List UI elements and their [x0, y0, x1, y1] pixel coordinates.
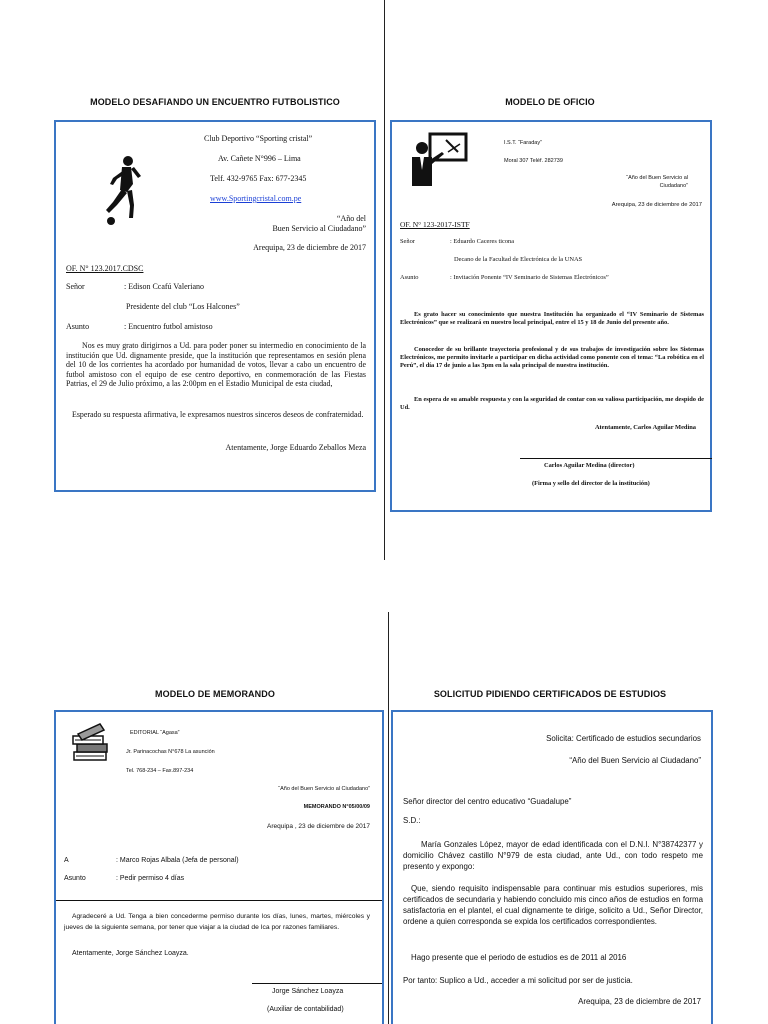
letter-date: Arequipa, 23 de diciembre de 2017: [253, 243, 366, 252]
senor-value: : Eduardo Caceres ticona: [450, 238, 515, 245]
memo-year: “Año del Buen Servicio al Ciudadano”: [278, 786, 370, 792]
asunto-label: Asunto: [66, 322, 90, 331]
memo-date: Arequipa , 23 de diciembre de 2017: [267, 823, 370, 830]
soccer-player-icon: [100, 154, 146, 226]
signer-name: Jorge Sánchez Loayza: [272, 988, 344, 995]
heading-oficio: MODELO DE OFICIO: [505, 97, 595, 107]
senor-label: Señor: [400, 238, 415, 245]
recipient-title: Decano de la Facultad de Electrónica de la UNAS: [454, 256, 583, 263]
asunto-value: : Invitación Ponente “IV Seminario de Sistemas Electrónicos”: [450, 274, 609, 281]
solicitud-letter: [391, 710, 713, 1024]
solicitud-year: “Año del Buen Servicio al Ciudadano”: [569, 756, 701, 765]
solicitud-paragraph-2: Que, siendo requisito indispensable para continuar mis estudios superiores, mis certificados de secundaria y habiendo concluido mis cinco años de estudios en forma satisfactoria en el plantel, el cual dignamente te dirige, solicito a Ud., Señor Director, ordene a quien corresponda se expida los certificados correspondientes.: [403, 884, 703, 926]
solicitud-addressee: Señor director del centro educativo “Guadalupe”: [403, 797, 572, 806]
year-line-2: Ciudadano”: [659, 183, 688, 189]
year-line-1: “Año del Buen Servicio al: [626, 175, 688, 181]
senor-value: : Edison Ccafú Valeriano: [124, 282, 205, 291]
editorial-name: EDITORIAL “Agasa”: [130, 730, 180, 736]
solicitud-paragraph-1: María Gonzales López, mayor de edad identificada con el D.N.I. N°38742377 y domicilio Chávez castillo N°979 de esta ciudad, ante Ud., con todo respeto me presento y expongo:: [403, 840, 703, 871]
solicitud-date: Arequipa, 23 de diciembre de 2017: [578, 997, 701, 1006]
solicitud-paragraph-3: Hago presente que el periodo de estudios es de 2011 al 2016: [411, 953, 627, 962]
recipient-title: Presidente del club “Los Halcones”: [126, 302, 240, 311]
signature-note: (Firma y sello del director de la institución): [532, 480, 650, 487]
oficio-letter: [390, 120, 712, 512]
a-label: A: [64, 857, 69, 864]
letter-body: Nos es muy grato dirigirnos a Ud. para poder poner su intermedio en conocimiento de la institución que Ud. dignamente preside, que la institución que representamos en sesión plena del 10 de los corrientes ha acordado por humanidad de votos, llevar a cabo un encuentro de futbol amistoso con el equipo de ese centro deportivo, en conmemoración de las Fiestas Patrias, el 29 de Julio próximo, a las 2:00pm en el Estadio Municipal de esta ciudad,: [66, 341, 366, 388]
a-value: : Marco Rojas Albala (Jefa de personal): [116, 857, 239, 864]
divider-bottom: [388, 612, 389, 1024]
signer-role: (Auxiliar de contabilidad): [267, 1006, 344, 1013]
solicitud-paragraph-4: Por tanto: Suplico a Ud., acceder a mi solicitud por ser de justicia.: [403, 976, 633, 985]
asunto-label: Asunto: [400, 274, 419, 281]
senor-label: Señor: [66, 282, 85, 291]
oficio-reference: OF. N° 123-2017-ISTF: [400, 220, 470, 229]
solicita-line: Solicita: Certificado de estudios secundarios: [546, 734, 701, 743]
oficio-date: Arequipa, 23 de diciembre de 2017: [611, 202, 702, 208]
editorial-phone: Tel. 768-234 – Fax.897-234: [126, 768, 194, 774]
memo-body: Agradeceré a Ud. Tenga a bien concederme permiso durante los días, lunes, martes, miércoles y jueves de la siguiente semana, por tener que viajar a la ciudad de Ica por razones familiares.: [64, 913, 370, 931]
memo-number: MEMORANDO N°05/00/09: [303, 804, 370, 810]
club-address: Av. Cañete N°996 – Lima: [218, 154, 301, 163]
asunto-value: : Encuentro futbol amistoso: [124, 322, 213, 331]
oficio-paragraph-2: Conocedor de su brillante trayectoria profesional y de sus trabajos de investigación sobre los Sistemas Electrónicos, me permito invitarle a participar en dicha actividad como ponente con el tema: “La robótica en el Perú”, el día 17 de junio a las 3pm en la sala principal de nuestra institución.: [400, 346, 704, 369]
oficio-paragraph-3: En espera de su amable respuesta y con la seguridad de contar con su valiosa participación, me despido de Ud.: [400, 396, 704, 411]
year-line-2: Buen Servicio al Ciudadano”: [272, 224, 366, 233]
memorando-letter: [54, 710, 384, 1024]
heading-memorando: MODELO DE MEMORANDO: [155, 689, 275, 699]
year-line-1: “Año del: [336, 214, 366, 223]
heading-futbol: MODELO DESAFIANDO UN ENCUENTRO FUTBOLISTICO: [90, 97, 340, 107]
futbol-letter: [54, 120, 376, 492]
institute-name: I.S.T. “Faraday”: [504, 140, 542, 146]
club-website-link[interactable]: www.Sportingcristal.com.pe: [210, 194, 302, 203]
signature-line: [252, 983, 382, 984]
asunto-label: Asunto: [64, 875, 86, 882]
editorial-address: Jr. Parinacochas N°678 La asunción: [126, 749, 215, 755]
signer-name: Carlos Aguilar Medina (director): [544, 462, 635, 469]
books-stack-icon: [70, 722, 112, 766]
oficio-closing: Atentamente, Carlos Aguilar Medina: [594, 424, 696, 431]
oficio-paragraph-1: Es grato hacer su conocimiento que nuestra Institución ha organizado el “IV Seminario de Sistemas Electrónicos” que se realizará en nuestro local principal, entre el 15 y 18 de Junio del presente año.: [400, 311, 704, 326]
club-phone: Telf. 432-9765 Fax: 677-2345: [210, 174, 307, 183]
divider-top: [384, 0, 385, 560]
asunto-value: : Pedir permiso 4 días: [116, 875, 185, 882]
club-name: Club Deportivo “Sporting cristal”: [204, 134, 313, 143]
solicitud-sd: S.D.:: [403, 816, 421, 825]
heading-solicitud: SOLICITUD PIDIENDO CERTIFICADOS DE ESTUDIOS: [433, 689, 667, 699]
letter-signature: Atentamente, Jorge Eduardo Zeballos Meza: [225, 443, 366, 452]
memo-separator: [56, 900, 382, 901]
letter-closing-paragraph: Esperado su respuesta afirmativa, le expresamos nuestros sinceros deseos de confraternidad.: [72, 410, 364, 419]
institute-phone: Moral 307 Teléf. 282739: [504, 158, 563, 164]
teacher-board-icon: [408, 130, 470, 192]
signature-line: [520, 458, 712, 459]
letter-reference: OF. N° 123.2017.CDSC: [66, 264, 144, 273]
memo-closing: Atentamente, Jorge Sánchez Loayza.: [72, 950, 189, 957]
